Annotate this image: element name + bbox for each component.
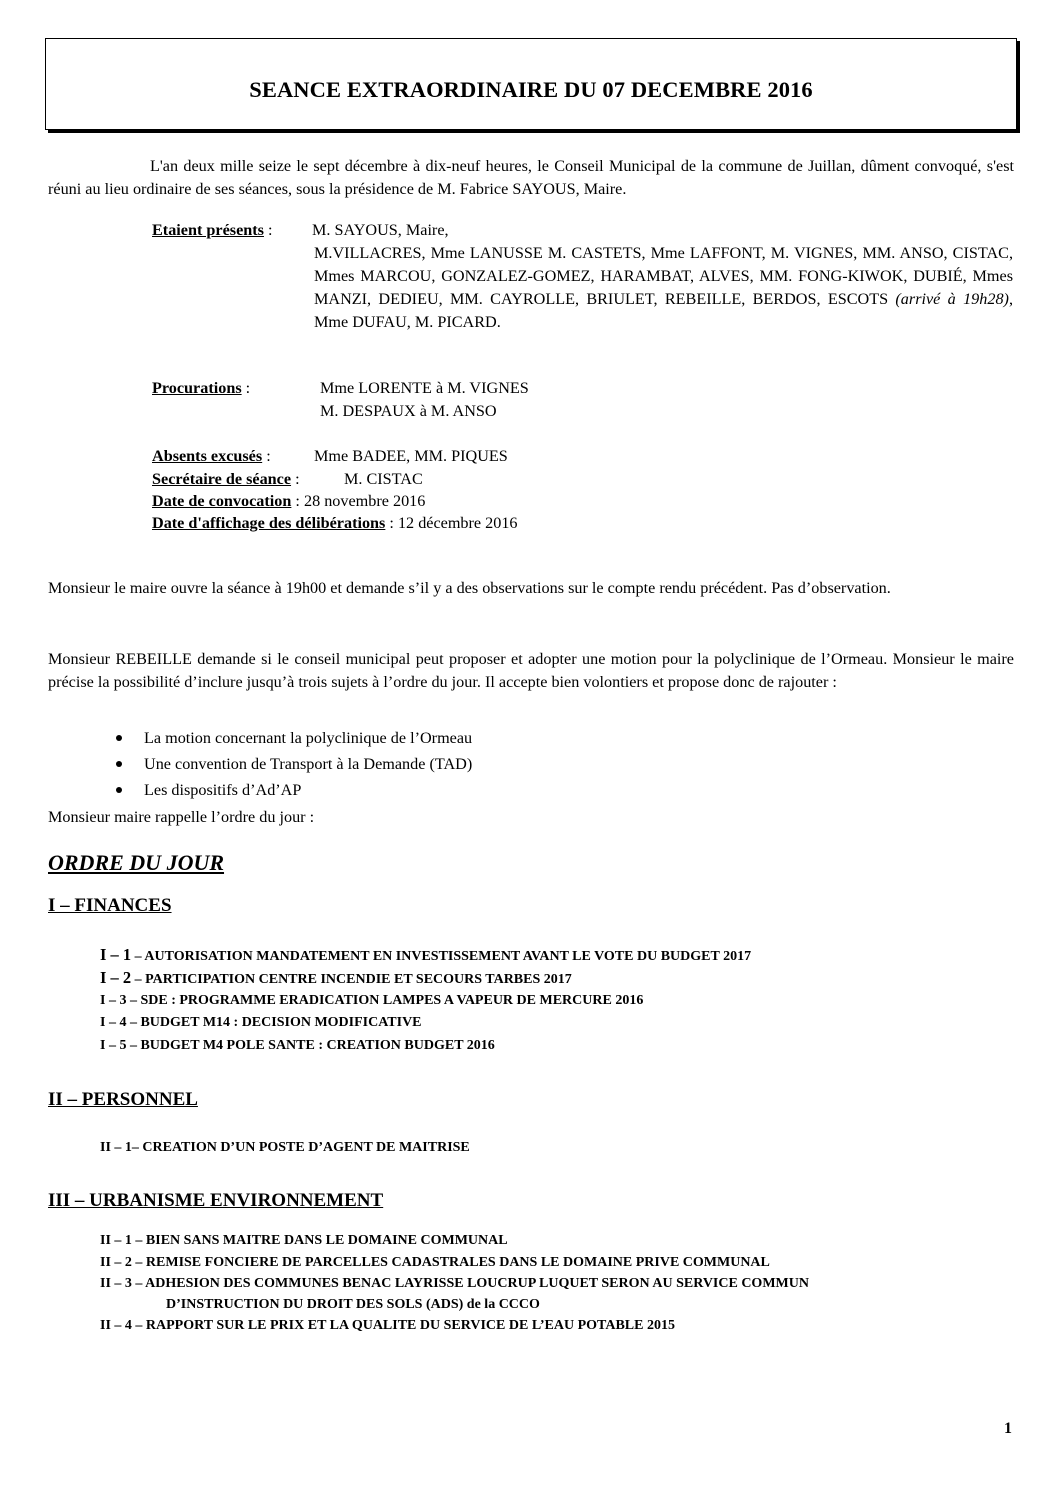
list-item-text: La motion concernant la polyclinique de l’Ormeau xyxy=(144,729,473,747)
agenda-item xyxy=(100,1251,770,1274)
section-personnel-heading: II – PERSONNEL xyxy=(48,1089,198,1110)
item-number: II – 3 xyxy=(100,1276,132,1291)
agenda-item xyxy=(100,1011,422,1034)
list-item-text: Les dispositifs d’Ad’AP xyxy=(144,781,302,799)
list-item xyxy=(112,779,472,805)
item-number: II – 1 xyxy=(100,1140,132,1155)
absents-row xyxy=(152,445,271,468)
presents-list xyxy=(314,242,1013,334)
agenda-item xyxy=(100,1136,470,1159)
title-box xyxy=(45,38,1017,130)
item-number: II – 4 xyxy=(100,1318,132,1333)
secretaire-row xyxy=(152,468,300,491)
secretaire-value: M. CISTAC xyxy=(344,470,423,488)
procurations-row xyxy=(152,377,250,400)
presents-sep: : xyxy=(263,221,273,239)
agenda-item xyxy=(100,989,643,1012)
list-item xyxy=(112,753,472,779)
secretaire-sep: : xyxy=(291,470,300,488)
item-text: – PARTICIPATION CENTRE INCENDIE ET SECOURS TARBES 2017 xyxy=(131,972,572,987)
agenda-heading: ORDRE DU JOUR xyxy=(48,850,225,875)
affichage-sep: : xyxy=(385,514,394,532)
intro-paragraph: L'an deux mille seize le sept décembre à dix-neuf heures, le Conseil Municipal de la commune de Juillan, dûment convoqué, s'est réuni au lieu ordinaire de ses séances, sous la présidence de M. Fabrice SAYOUS, Maire. xyxy=(48,157,1014,198)
affichage-row xyxy=(152,512,518,535)
item-number: I – 3 xyxy=(100,993,127,1008)
presents-label: Etaient présents xyxy=(152,221,264,239)
bullet-icon xyxy=(116,735,122,741)
absents-label: Absents excusés xyxy=(152,447,263,465)
presents-list-end: , Mme DUFAU, M. PICARD. xyxy=(314,290,1013,331)
list-item xyxy=(112,727,472,753)
agenda-intro: Monsieur maire rappelle l’ordre du jour : xyxy=(48,808,315,826)
agenda-item-continuation: D’INSTRUCTION DU DROIT DES SOLS (ADS) de la CCCO xyxy=(166,1297,540,1312)
presents-list-text: M.VILLACRES, Mme LANUSSE M. CASTETS, Mme LAFFONT, M. VIGNES, MM. ANSO, CISTAC, Mmes MARCOU, GONZALEZ-GOMEZ, HARAMBAT, ALVES, MM. FONG-KIWOK, DUBIÉ, Mmes MANZI, DEDIEU, MM. CAYROLLE, BRIULET, REBEILLE, BERDOS, ESCOTS xyxy=(314,244,1013,308)
agenda-item xyxy=(100,1229,508,1252)
procurations-sep: : xyxy=(241,379,251,397)
arrival-note: (arrivé à 19h28) xyxy=(895,290,1009,308)
item-text: – CREATION D’UN POSTE D’AGENT DE MAITRISE xyxy=(131,1140,470,1155)
item-text: – AUTORISATION MANDATEMENT EN INVESTISSEMENT AVANT LE VOTE DU BUDGET 2017 xyxy=(131,949,752,964)
opening-paragraph: Monsieur le maire ouvre la séance à 19h00 et demande s’il y a des observations sur le compte rendu précédent. Pas d’observation. xyxy=(48,579,891,597)
agenda-item xyxy=(100,1272,809,1295)
item-text: – BUDGET M4 POLE SANTE : CREATION BUDGET 2016 xyxy=(126,1038,495,1053)
procuration-2: M. DESPAUX à M. ANSO xyxy=(320,402,497,420)
procuration-1: Mme LORENTE à M. VIGNES xyxy=(320,379,529,397)
bullet-icon xyxy=(116,787,122,793)
item-number: I – 2 xyxy=(100,968,132,987)
item-number: I – 1 xyxy=(100,945,132,964)
bullet-icon xyxy=(116,761,122,767)
item-text: – ADHESION DES COMMUNES BENAC LAYRISSE LOUCRUP LUQUET SERON AU SERVICE COMMUN xyxy=(131,1276,809,1291)
section-urbanisme-heading: III – URBANISME ENVIRONNEMENT xyxy=(48,1190,384,1211)
absents-sep: : xyxy=(262,447,271,465)
presents-first-line: M. SAYOUS, Maire, xyxy=(312,221,449,239)
added-items-list xyxy=(112,727,472,805)
page-title: SEANCE EXTRAORDINAIRE DU 07 DECEMBRE 2016 xyxy=(249,77,813,102)
procurations-label: Procurations xyxy=(152,379,242,397)
affichage-value: 12 décembre 2016 xyxy=(397,514,518,532)
agenda-item xyxy=(100,1034,495,1057)
item-number: II – 1 xyxy=(100,1233,132,1248)
absents-value: Mme BADEE, MM. PIQUES xyxy=(314,447,508,465)
item-text: – BUDGET M14 : DECISION MODIFICATIVE xyxy=(126,1015,422,1030)
convocation-sep: : xyxy=(291,492,300,510)
section-finances-heading: I – FINANCES xyxy=(48,895,172,916)
agenda-item xyxy=(100,943,751,968)
presents-row xyxy=(152,219,273,242)
item-number: II – 2 xyxy=(100,1255,132,1270)
motion-paragraph: Monsieur REBEILLE demande si le conseil municipal peut proposer et adopter une motion pour la polyclinique de l’Ormeau. Monsieur le maire précise la possibilité d’inclure jusqu’à trois sujets à l’ordre du jour. Il accepte bien volontiers et propose donc de rajouter : xyxy=(48,650,1014,691)
item-number: I – 4 xyxy=(100,1015,127,1030)
list-item-text: Une convention de Transport à la Demande (TAD) xyxy=(144,755,473,773)
affichage-label: Date d'affichage des délibérations xyxy=(152,514,386,532)
item-text: – RAPPORT SUR LE PRIX ET LA QUALITE DU SERVICE DE L’EAU POTABLE 2015 xyxy=(131,1318,675,1333)
convocation-row xyxy=(152,490,425,513)
page-number: 1 xyxy=(1004,1420,1012,1437)
agenda-item xyxy=(100,1314,675,1337)
item-text: – SDE : PROGRAMME ERADICATION LAMPES A VAPEUR DE MERCURE 2016 xyxy=(126,993,644,1008)
secretaire-label: Secrétaire de séance xyxy=(152,470,292,488)
item-number: I – 5 xyxy=(100,1038,127,1053)
item-text: – BIEN SANS MAITRE DANS LE DOMAINE COMMUNAL xyxy=(131,1233,508,1248)
convocation-label: Date de convocation xyxy=(152,492,292,510)
convocation-value: 28 novembre 2016 xyxy=(303,492,426,510)
agenda-item xyxy=(100,966,572,991)
item-text: – REMISE FONCIERE DE PARCELLES CADASTRALES DANS LE DOMAINE PRIVE COMMUNAL xyxy=(131,1255,770,1270)
